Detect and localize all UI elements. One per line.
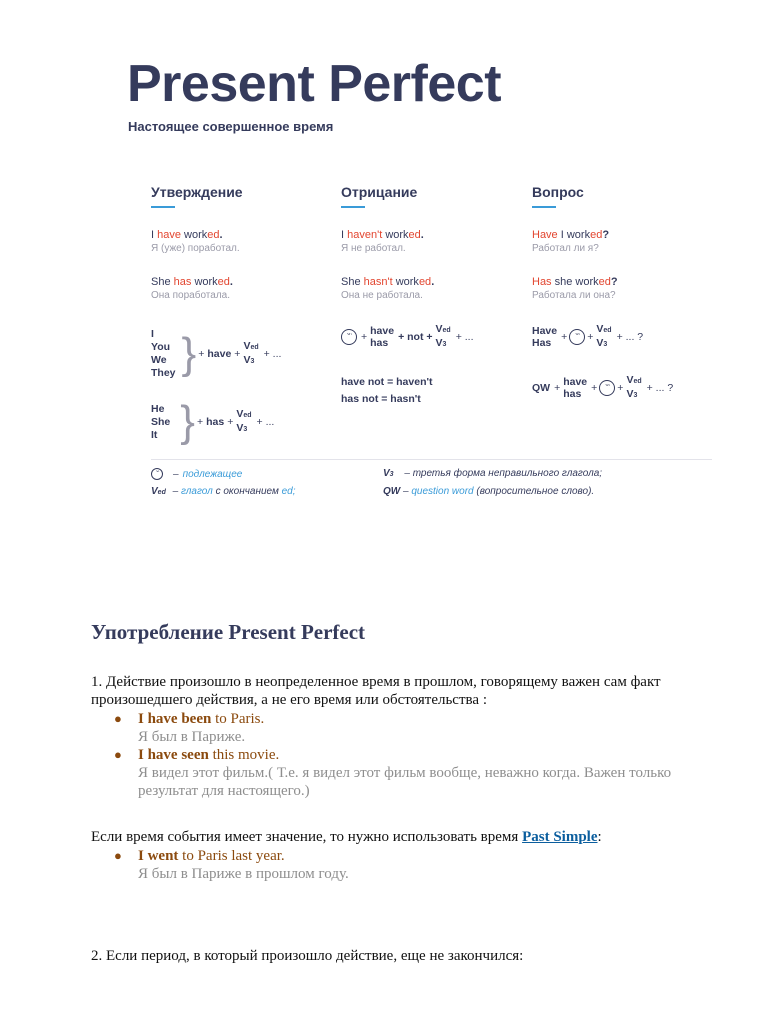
- usage-heading: Употребление Present Perfect: [91, 620, 366, 644]
- brace-icon: }: [181, 329, 197, 378]
- heading-affirmative: Утверждение: [151, 184, 243, 200]
- page-subtitle: Настоящее совершенное время: [128, 119, 334, 134]
- brace-icon: }: [180, 397, 195, 446]
- negative-example-1: I haven't worked. Я не работал.: [341, 229, 424, 254]
- bullet-icon: ●: [114, 747, 122, 762]
- affirmative-example-1: I have worked. Я (уже) поработал.: [151, 229, 240, 254]
- list-item: ● I have been to Paris. Я был в Париже.: [114, 711, 265, 745]
- heading-underline: [341, 206, 365, 208]
- legend-v3: V3 – третья форма неправильного глагола;: [383, 468, 603, 479]
- subject-face-icon: ˘̈: [151, 468, 163, 480]
- affirmative-example-2: She has worked. Она поработала.: [151, 276, 233, 301]
- verb-forms: Ved V3: [243, 340, 259, 366]
- verb-forms: Ved V3: [596, 323, 612, 349]
- question-formula-qw: QW + have has + ˘̈ + Ved V3 + ... ?: [532, 374, 674, 400]
- verb-forms: Ved V3: [626, 374, 642, 400]
- legend-subject: ˘̈ – подлежащее: [151, 468, 242, 480]
- heading-negative: Отрицание: [341, 184, 418, 200]
- heading-question: Вопрос: [532, 184, 584, 200]
- negative-example-2: She hasn't worked. Она не работала.: [341, 276, 435, 301]
- aux-forms: have has: [563, 376, 588, 400]
- heading-underline: [532, 206, 556, 208]
- question-example-1: Have I worked? Работал ли я?: [532, 229, 610, 254]
- subject-face-icon: ˘̈: [341, 329, 357, 345]
- legend-qw: QW – question word (вопросительное слово).: [383, 486, 595, 497]
- subject-face-icon: ˘̈: [599, 380, 615, 396]
- past-simple-link[interactable]: Past Simple: [522, 829, 598, 845]
- verb-forms: Ved V3: [236, 408, 252, 434]
- affirmative-formula-have: I You We They } + have + Ved V3 + ...: [151, 328, 282, 379]
- usage-paragraph-2: Если время события имеет значение, то нужно использовать время Past Simple:: [91, 829, 602, 845]
- list-item: ● I have seen this movie. Я видел этот фильм.( Т.е. я видел этот фильм вообще, неважно когда. Важен только результат для настоящего.): [114, 747, 672, 799]
- legend-ved: Ved – глагол с окончанием ed;: [151, 486, 296, 497]
- bullet-icon: ●: [114, 711, 122, 726]
- negative-contractions: have not = haven't has not = hasn't: [341, 376, 433, 405]
- list-item: ● I went to Paris last year. Я был в Париже в прошлом году.: [114, 848, 349, 882]
- subject-face-icon: ˘̈: [569, 329, 585, 345]
- affirmative-formula-has: He She It } + has + Ved V3 + ...: [151, 397, 275, 446]
- page-title: Present Perfect: [127, 55, 502, 113]
- legend-divider: [151, 459, 712, 460]
- verb-forms: Ved V3: [435, 323, 451, 349]
- aux-forms: have has: [370, 325, 395, 349]
- usage-paragraph-3: 2. Если период, в который произошло действие, еще не закончился:: [91, 948, 524, 964]
- question-formula: Have Has + ˘̈ + Ved V3 + ... ?: [532, 323, 644, 349]
- negative-formula: ˘̈ + have has + not + Ved V3 + ...: [341, 323, 474, 351]
- pronoun-list: I You We They: [151, 328, 176, 379]
- bullet-icon: ●: [114, 848, 122, 863]
- aux-forms: Have Has: [532, 325, 558, 349]
- question-example-2: Has she worked? Работала ли она?: [532, 276, 618, 301]
- heading-underline: [151, 206, 175, 208]
- usage-paragraph-1: 1. Действие произошло в неопределенное время в прошлом, говорящему важен сам факт произошедшего действия, а не его время или обстоятельства :: [91, 674, 661, 708]
- pronoun-list: He She It: [151, 402, 171, 441]
